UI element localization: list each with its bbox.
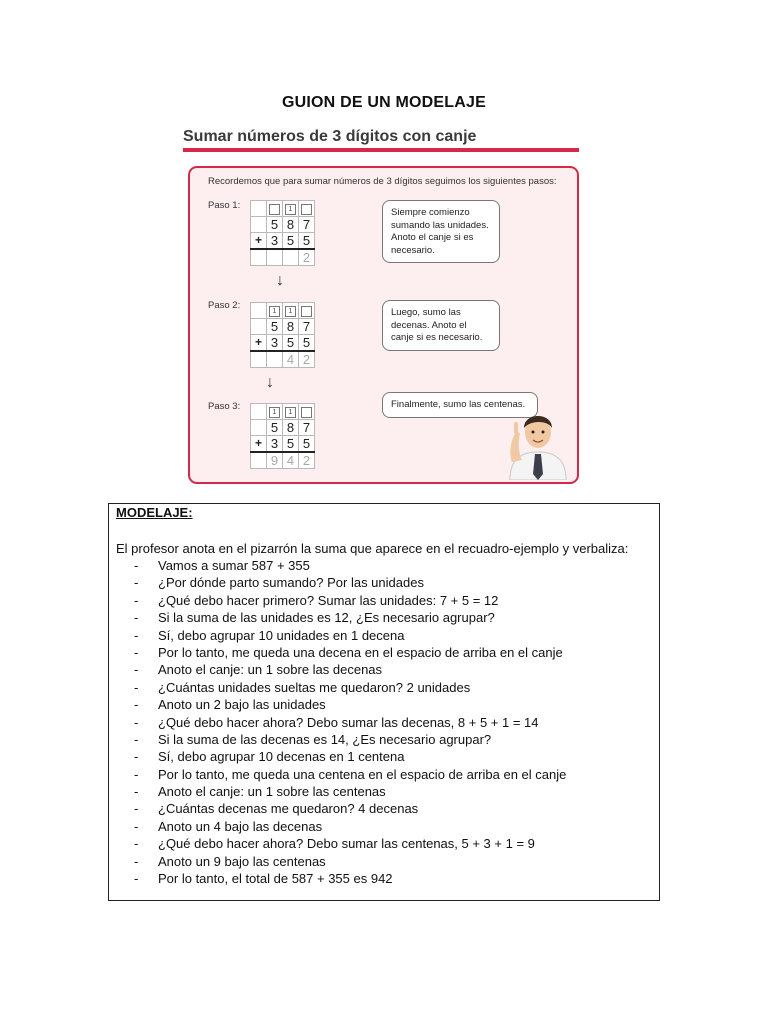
result-digit: 9 <box>267 452 283 469</box>
bullet-dash: - <box>134 714 139 730</box>
heading-underline <box>183 148 579 152</box>
bullet-dash: - <box>134 610 139 626</box>
blank-cell <box>251 201 267 217</box>
list-item-text: ¿Qué debo hacer ahora? Debo sumar las decenas, 8 + 5 + 1 = 14 <box>158 714 539 730</box>
bullet-dash: - <box>134 853 139 869</box>
blank-cell <box>251 420 267 436</box>
result-digit: 2 <box>299 249 315 266</box>
list-item <box>134 783 566 800</box>
bullet-dash: - <box>134 784 139 800</box>
bullet-dash: - <box>134 627 139 643</box>
result-digit <box>283 249 299 266</box>
result-digit <box>267 249 283 266</box>
result-digit: 4 <box>283 351 299 368</box>
carry-box <box>301 204 312 215</box>
addend2-digit: 5 <box>283 233 299 250</box>
addend1-digit: 5 <box>267 420 283 436</box>
addend1-digit: 5 <box>267 319 283 335</box>
addend2-digit: 5 <box>283 436 299 453</box>
addend1-digit: 8 <box>283 319 299 335</box>
bullet-dash: - <box>134 818 139 834</box>
bullet-dash: - <box>134 871 139 887</box>
addend1-digit: 7 <box>299 420 315 436</box>
down-arrow-icon: ↓ <box>276 272 284 289</box>
blank-cell <box>251 303 267 319</box>
list-item-text: Por lo tanto, el total de 587 + 355 es 942 <box>158 871 393 887</box>
plus-sign: + <box>251 233 267 250</box>
blank-cell <box>251 217 267 233</box>
carry-hundreds <box>267 303 283 319</box>
result-digit: 2 <box>299 351 315 368</box>
step-1-label: Paso 1: <box>208 200 241 211</box>
addend2-digit: 3 <box>267 233 283 250</box>
list-item <box>134 800 566 817</box>
list-item-text: Por lo tanto, me queda una decena en el espacio de arriba en el canje <box>158 644 563 660</box>
carry-box: 1 <box>285 407 296 418</box>
carry-units <box>299 404 315 420</box>
blank-cell <box>251 404 267 420</box>
list-item-text: ¿Cuántas decenas me quedaron? 4 decenas <box>158 801 419 817</box>
list-item-text: Sí, debo agrupar 10 decenas en 1 centena <box>158 749 405 765</box>
addend1-digit: 8 <box>283 420 299 436</box>
step-1-addition-grid <box>250 200 315 266</box>
carry-units <box>299 201 315 217</box>
list-item <box>134 714 566 731</box>
bullet-dash: - <box>134 766 139 782</box>
addend2-digit: 5 <box>299 335 315 352</box>
modeling-steps-list <box>134 557 566 887</box>
plus-sign: + <box>251 436 267 453</box>
blank-cell <box>251 249 267 266</box>
list-item <box>134 661 566 678</box>
carry-tens <box>283 404 299 420</box>
list-item-text: Anoto un 9 bajo las centenas <box>158 853 326 869</box>
list-item <box>134 679 566 696</box>
list-item-text: Anoto el canje: un 1 sobre las decenas <box>158 662 383 678</box>
step-1-speech-bubble: Siempre comienzo sumando las unidades. Anoto el canje si es necesario. <box>382 200 500 263</box>
step-2-addition-grid <box>250 302 315 368</box>
list-item <box>134 766 566 783</box>
document-title: GUION DE UN MODELAJE <box>281 94 486 111</box>
bullet-dash: - <box>134 679 139 695</box>
list-item-text: Anoto el canje: un 1 sobre las centenas <box>158 784 386 800</box>
bullet-dash: - <box>134 662 139 678</box>
list-item <box>134 574 566 591</box>
carry-box: 1 <box>285 204 296 215</box>
list-item <box>134 696 566 713</box>
bullet-dash: - <box>134 575 139 591</box>
list-item-text: Vamos a sumar 587 + 355 <box>158 558 310 573</box>
addend2-digit: 3 <box>267 335 283 352</box>
bullet-dash: - <box>134 592 139 608</box>
bullet-dash: - <box>134 801 139 817</box>
down-arrow-icon: ↓ <box>266 374 274 391</box>
blank-cell <box>251 319 267 335</box>
list-item <box>134 609 566 626</box>
addend1-digit: 8 <box>283 217 299 233</box>
step-3-speech-bubble: Finalmente, sumo las centenas. <box>382 392 538 418</box>
list-item-text: Sí, debo agrupar 10 unidades en 1 decena <box>158 627 405 643</box>
list-item <box>134 870 566 887</box>
bullet-dash: - <box>134 644 139 660</box>
example-intro: Recordemos que para sumar números de 3 dígitos seguimos los siguientes pasos: <box>208 176 557 187</box>
result-digit <box>267 351 283 368</box>
list-item <box>134 592 566 609</box>
step-2-speech-bubble: Luego, sumo las decenas. Anoto el canje si es necesario. <box>382 300 500 351</box>
step-2-label: Paso 2: <box>208 300 241 311</box>
carry-box <box>301 407 312 418</box>
result-digit: 2 <box>299 452 315 469</box>
carry-hundreds <box>267 201 283 217</box>
carry-units <box>299 303 315 319</box>
list-item-text: ¿Cuántas unidades sueltas me quedaron? 2 unidades <box>158 679 471 695</box>
bullet-dash: - <box>134 836 139 852</box>
carry-box <box>269 204 280 215</box>
carry-tens <box>283 303 299 319</box>
list-item <box>134 644 566 661</box>
bullet-dash: - <box>134 558 139 573</box>
list-item <box>134 557 566 574</box>
list-item <box>134 818 566 835</box>
modeling-intro: El profesor anota en el pizarrón la suma que aparece en el recuadro-ejemplo y verbaliza: <box>116 541 629 556</box>
list-item-text: ¿Qué debo hacer ahora? Debo sumar las centenas, 5 + 3 + 1 = 9 <box>158 836 535 852</box>
carry-box <box>301 306 312 317</box>
modeling-heading: MODELAJE: <box>116 505 193 520</box>
list-item <box>134 835 566 852</box>
carry-box: 1 <box>269 407 280 418</box>
result-digit: 4 <box>283 452 299 469</box>
addend1-digit: 5 <box>267 217 283 233</box>
carry-tens <box>283 201 299 217</box>
bullet-dash: - <box>134 731 139 747</box>
list-item-text: ¿Qué debo hacer primero? Sumar las unidades: 7 + 5 = 12 <box>158 592 499 608</box>
addend2-digit: 5 <box>283 335 299 352</box>
example-heading: Sumar números de 3 dígitos con canje <box>183 128 477 145</box>
list-item <box>134 748 566 765</box>
list-item-text: Anoto un 2 bajo las unidades <box>158 697 326 713</box>
list-item-text: Por lo tanto, me queda una centena en el espacio de arriba en el canje <box>158 766 567 782</box>
list-item-text: Si la suma de las unidades es 12, ¿Es necesario agrupar? <box>158 610 495 626</box>
addend1-digit: 7 <box>299 319 315 335</box>
addend2-digit: 5 <box>299 436 315 453</box>
list-item <box>134 731 566 748</box>
addend2-digit: 3 <box>267 436 283 453</box>
bullet-dash: - <box>134 697 139 713</box>
step-3-label: Paso 3: <box>208 401 241 412</box>
blank-cell <box>251 452 267 469</box>
list-item-text: Anoto un 4 bajo las decenas <box>158 818 323 834</box>
addend2-digit: 5 <box>299 233 315 250</box>
list-item <box>134 853 566 870</box>
step-3-addition-grid <box>250 403 315 469</box>
carry-box: 1 <box>269 306 280 317</box>
addend1-digit: 7 <box>299 217 315 233</box>
student-illustration <box>502 402 574 480</box>
carry-box: 1 <box>285 306 296 317</box>
blank-cell <box>251 351 267 368</box>
list-item <box>134 627 566 644</box>
bullet-dash: - <box>134 749 139 765</box>
plus-sign: + <box>251 335 267 352</box>
list-item-text: ¿Por dónde parto sumando? Por las unidades <box>158 575 424 591</box>
list-item-text: Si la suma de las decenas es 14, ¿Es necesario agrupar? <box>158 731 492 747</box>
carry-hundreds <box>267 404 283 420</box>
